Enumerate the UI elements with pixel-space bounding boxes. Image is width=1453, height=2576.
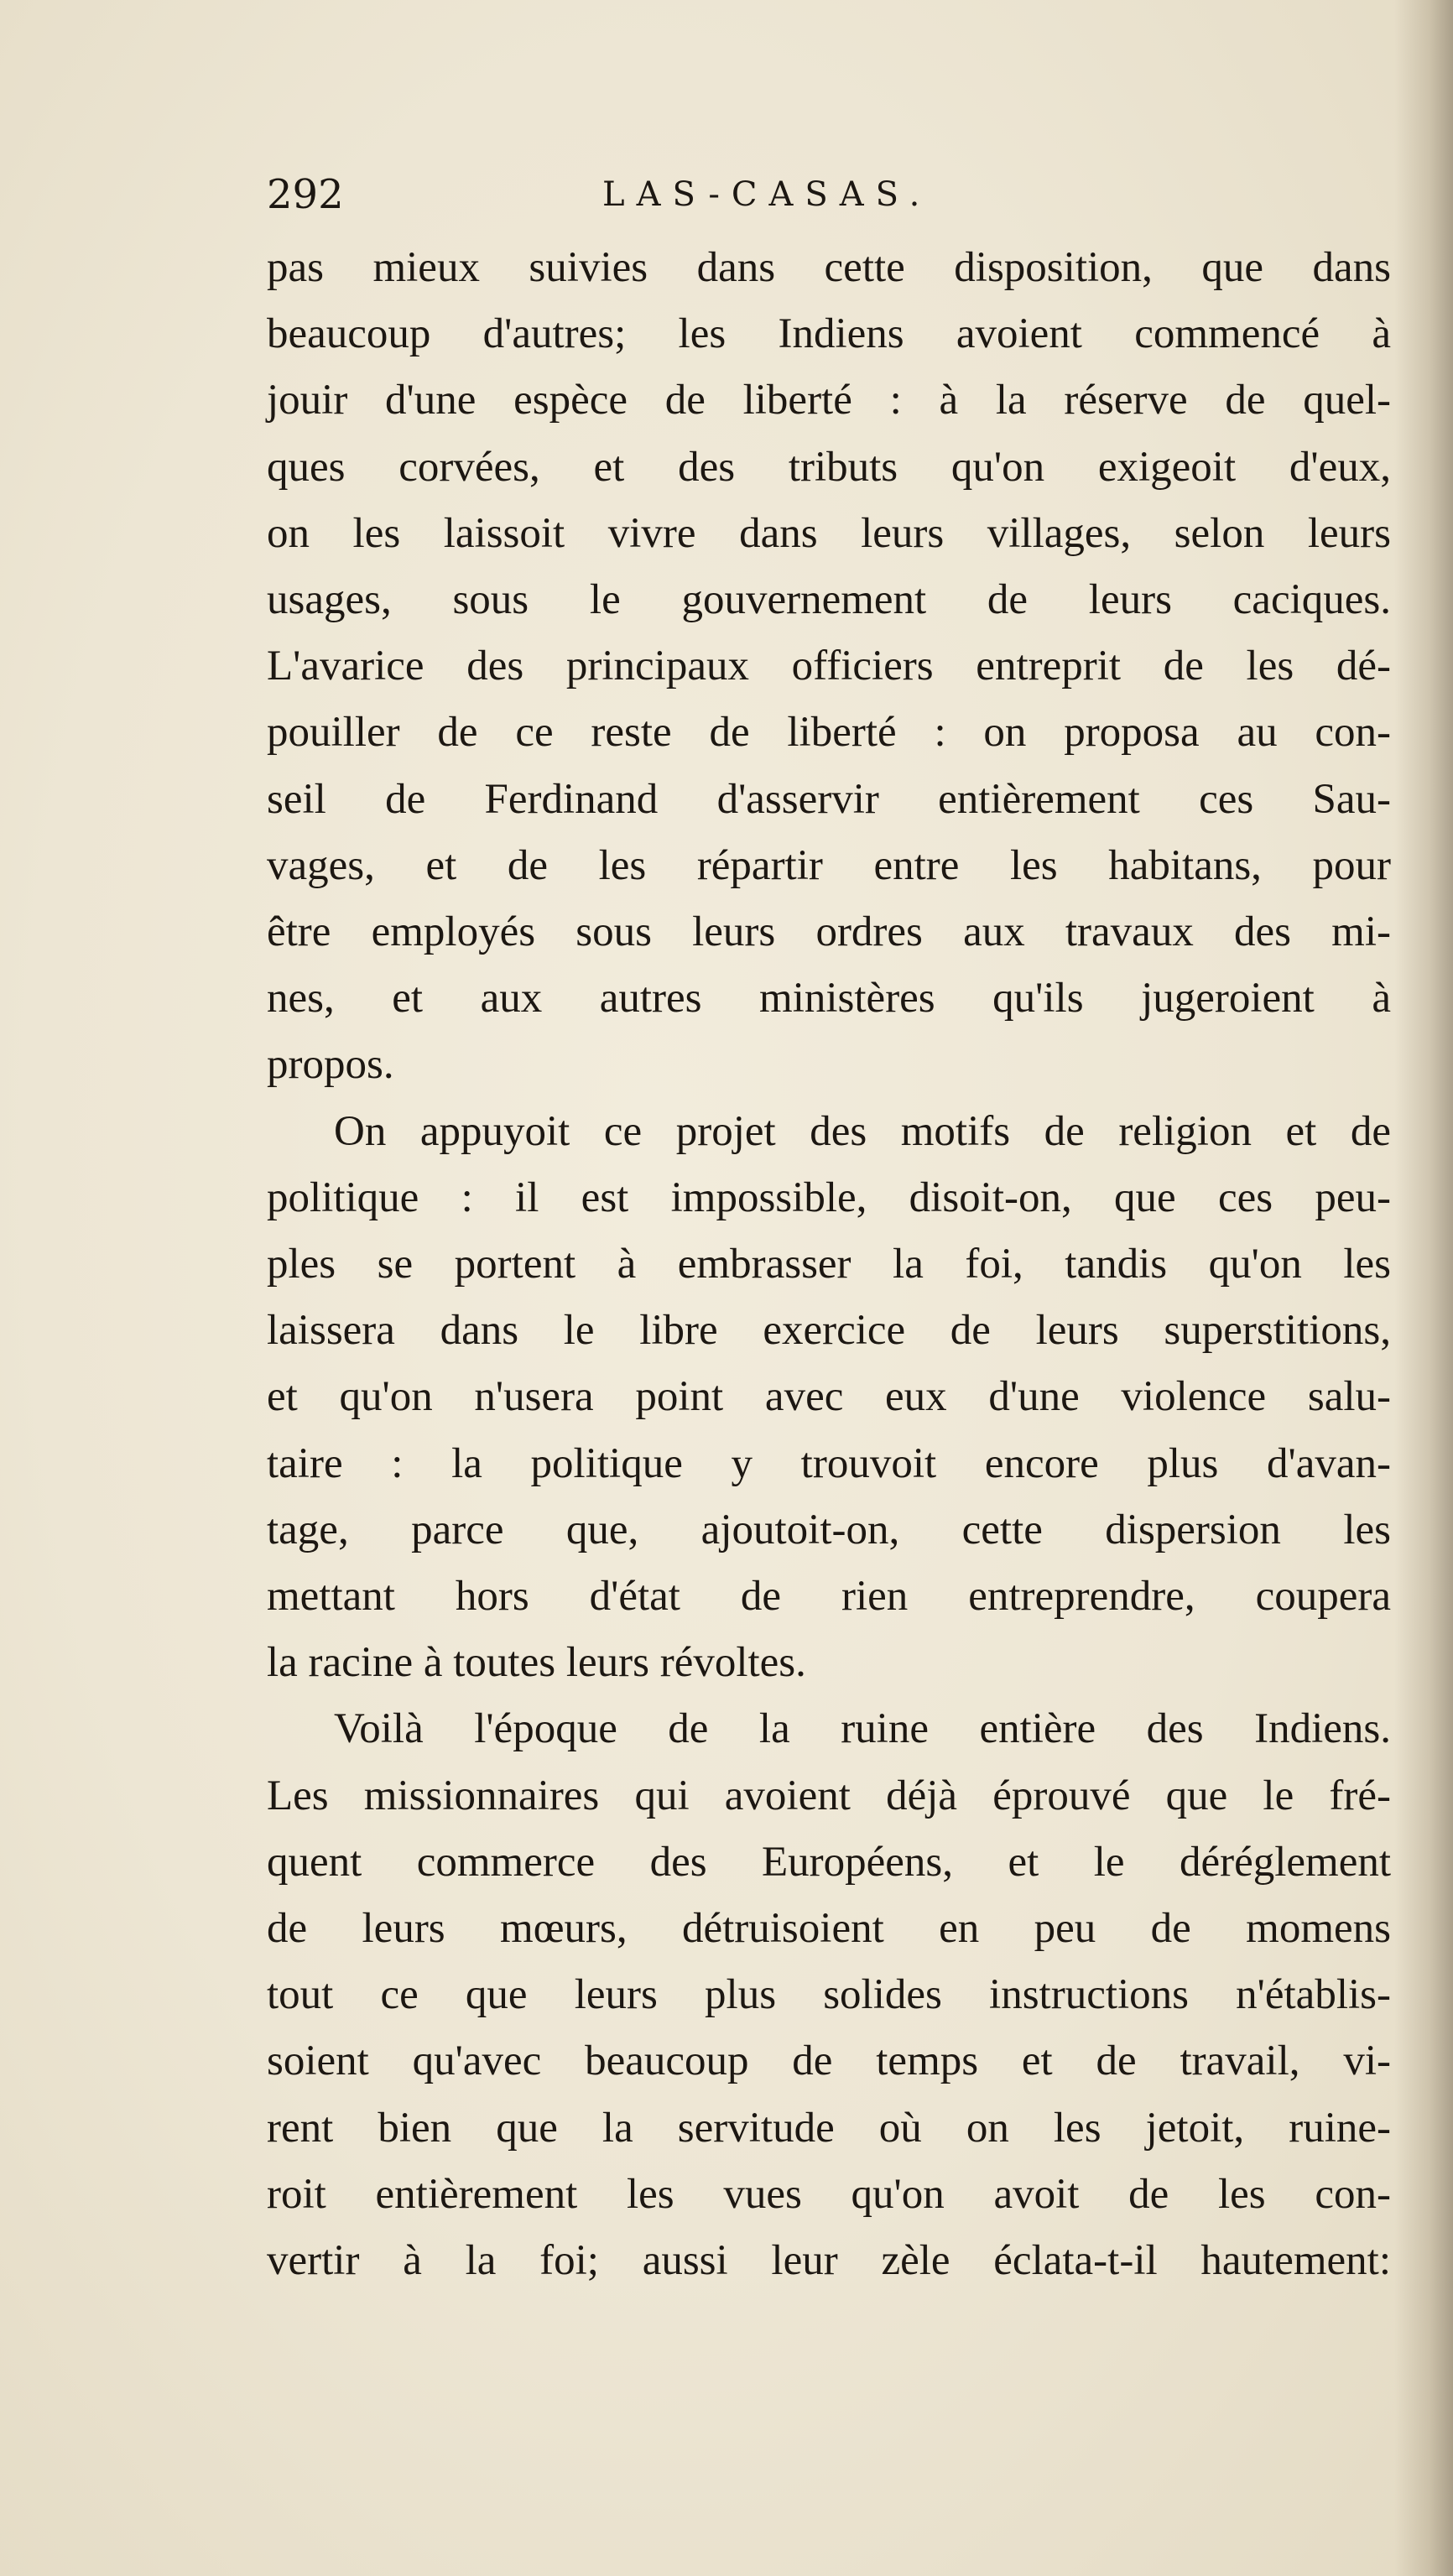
text-line: être employés sous leurs ordres aux travaux des mi- [267, 908, 1391, 956]
text-line: nes, et aux autres ministères qu'ils jugeroient à [267, 975, 1391, 1023]
text-line: roit entièrement les vues qu'on avoit de les con- [267, 2170, 1391, 2218]
text-line: propos. [267, 1041, 394, 1089]
paragraph-2 [267, 1099, 1391, 1697]
text-line: laissera dans le libre exercice de leurs superstitions, [267, 1307, 1391, 1355]
text-line: ques corvées, et des tributs qu'on exigeoit d'eux, [267, 443, 1391, 491]
text-line: L'avarice des principaux officiers entreprit de les dé- [267, 643, 1391, 690]
text-line: rent bien que la servitude où on les jetoit, ruine- [267, 2104, 1391, 2152]
text-line: pas mieux suivies dans cette disposition, que dans [267, 244, 1391, 291]
text-line: beaucoup d'autres; les Indiens avoient commencé à [267, 310, 1391, 358]
text-line: vertir à la foi; aussi leur zèle éclata-t-il hautement: [267, 2237, 1391, 2285]
text-line: ples se portent à embrasser la foi, tandis qu'on les [267, 1241, 1391, 1288]
text-line: mettant hors d'état de rien entreprendre, coupera [267, 1573, 1391, 1621]
text-line: Voilà l'époque de la ruine entière des Indiens. [334, 1705, 1391, 1753]
text-line: jouir d'une espèce de liberté : à la réserve de quel- [267, 377, 1391, 424]
paragraph-3 [267, 1696, 1391, 2294]
text-line: seil de Ferdinand d'asservir entièrement ces Sau- [267, 775, 1391, 823]
text-line: de leurs mœurs, détruisoient en peu de momens [267, 1905, 1391, 1953]
text-line: pouiller de ce reste de liberté : on proposa au con- [267, 709, 1391, 757]
text-line: on les laissoit vivre dans leurs villages, selon leurs [267, 509, 1391, 557]
running-title: LAS-CASAS. [602, 175, 932, 214]
text-line: vages, et de les répartir entre les habitans, pour [267, 841, 1391, 889]
page-number: 292 [267, 171, 344, 218]
text-line: taire : la politique y trouvoit encore plus d'avan- [267, 1439, 1391, 1487]
text-line: usages, sous le gouvernement de leurs caciques. [267, 576, 1391, 624]
body-text [267, 235, 1391, 2294]
text-line: soient qu'avec beaucoup de temps et de travail, vi- [267, 2037, 1391, 2085]
text-line: tage, parce que, ajoutoit-on, cette dispersion les [267, 1506, 1391, 1553]
text-line: la racine à toutes leurs révoltes. [267, 1639, 806, 1687]
text-line: politique : il est impossible, disoit-on, que ces peu- [267, 1174, 1391, 1221]
page-gutter-shadow [1394, 0, 1453, 2576]
text-line: et qu'on n'usera point avec eux d'une violence salu- [267, 1373, 1391, 1421]
text-line: quent commerce des Européens, et le déréglement [267, 1838, 1391, 1886]
text-line: Les missionnaires qui avoient déjà éprouvé que le fré- [267, 1772, 1391, 1819]
paragraph-1 [267, 235, 1391, 1099]
text-line: tout ce que leurs plus solides instructions n'établis- [267, 1971, 1391, 2019]
page-header [267, 161, 1391, 228]
text-line: On appuyoit ce projet des motifs de religion et de [334, 1107, 1391, 1155]
